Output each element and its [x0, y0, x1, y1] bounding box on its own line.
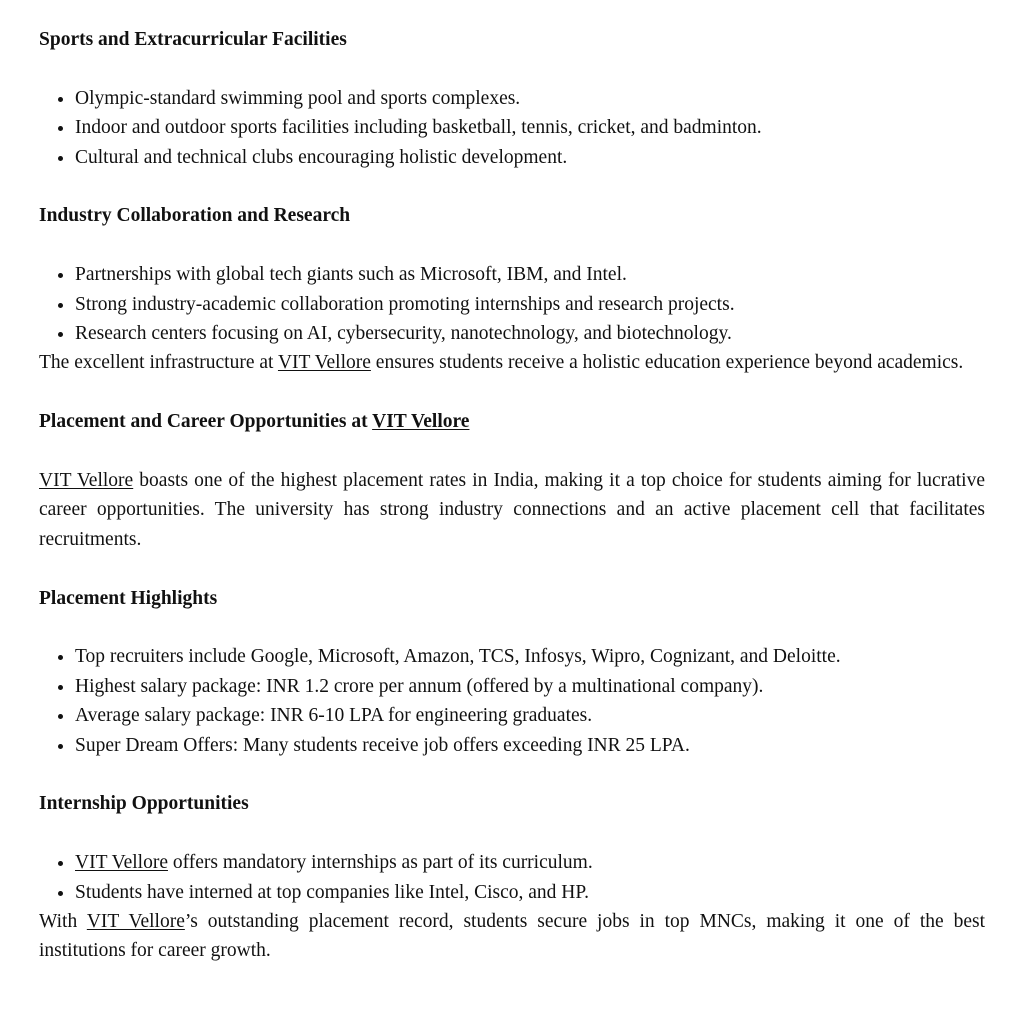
- placement-intro-paragraph: VIT Vellore boasts one of the highest placement rates in India, making it a top choice for students aiming for lucrative career opportunities. The university has strong industry connections and an active placement cell that facilitates recruitments.: [39, 470, 986, 550]
- highlights-heading: Placement Highlights: [39, 587, 218, 609]
- list-item: • VIT Vellore offers mandatory internships as part of its curriculum.: [75, 848, 985, 877]
- spacer: [39, 554, 985, 583]
- spacer: [39, 172, 985, 201]
- sports-heading: Sports and Extracurricular Facilities: [39, 29, 347, 50]
- vit-vellore-link[interactable]: VIT Vellore: [39, 470, 134, 492]
- sports-list: [39, 84, 985, 172]
- industry-heading: Industry Collaboration and Research: [39, 205, 351, 227]
- spacer: [39, 819, 985, 848]
- list-item: • Highest salary package: INR 1.2 crore per annum (offered by a multinational company).: [75, 672, 985, 701]
- vit-vellore-link[interactable]: VIT Vellore: [277, 352, 371, 374]
- list-item: • Research centers focusing on AI, cybersecurity, nanotechnology, and biotechnology.: [75, 319, 985, 348]
- internship-list: [39, 848, 985, 907]
- industry-list: [39, 260, 985, 348]
- list-item: • Super Dream Offers: Many students receive job offers exceeding INR 25 LPA.: [75, 731, 985, 760]
- spacer: [39, 54, 985, 83]
- internship-heading: Internship Opportunities: [39, 793, 249, 815]
- spacer: [39, 613, 985, 642]
- vit-vellore-link[interactable]: VIT Vellore: [372, 411, 470, 433]
- vit-vellore-link[interactable]: VIT Vellore: [86, 911, 185, 933]
- list-item: • Strong industry-academic collaboration promoting internships and research projects.: [75, 290, 985, 319]
- article: [39, 25, 985, 966]
- list-item: • Partnerships with global tech giants such as Microsoft, IBM, and Intel.: [75, 260, 985, 289]
- vit-vellore-link[interactable]: VIT Vellore: [75, 852, 168, 874]
- placement-heading: Placement and Career Opportunities at VIT Vellore: [39, 411, 470, 433]
- highlights-list: [39, 642, 985, 760]
- list-item: • Average salary package: INR 6-10 LPA for engineering graduates.: [75, 701, 985, 730]
- list-item: • Students have interned at top companies like Intel, Cisco, and HP.: [75, 878, 985, 907]
- list-item: • Olympic-standard swimming pool and sports complexes.: [75, 84, 985, 113]
- spacer: [39, 760, 985, 789]
- spacer: [39, 231, 985, 260]
- list-item: • Cultural and technical clubs encouraging holistic development.: [75, 143, 985, 172]
- list-item: • Indoor and outdoor sports facilities including basketball, tennis, cricket, and badminton.: [75, 113, 985, 142]
- infrastructure-paragraph: The excellent infrastructure at VIT Vellore ensures students receive a holistic education experience beyond academics.: [39, 352, 964, 374]
- list-item: • Top recruiters include Google, Microsoft, Amazon, TCS, Infosys, Wipro, Cognizant, and Deloitte.: [75, 642, 985, 671]
- closing-paragraph: With VIT Vellore’s outstanding placement record, students secure jobs in top MNCs, making it one of the best institutions for career growth.: [39, 911, 986, 962]
- spacer: [39, 437, 985, 466]
- spacer: [39, 378, 985, 407]
